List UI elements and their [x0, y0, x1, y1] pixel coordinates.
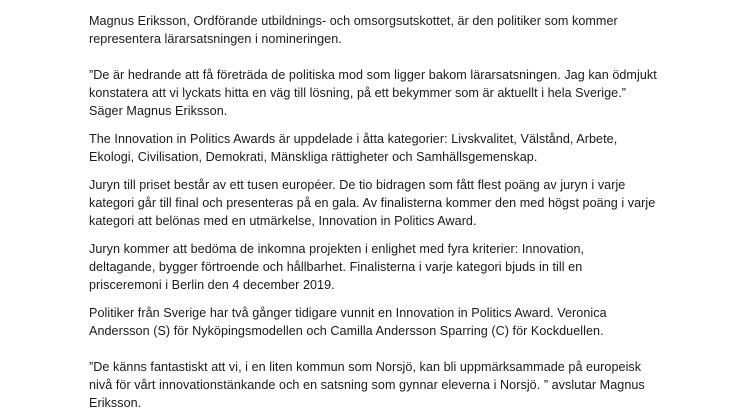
paragraph-quote-eriksson — [89, 66, 689, 120]
paragraph-criteria — [89, 240, 689, 294]
paragraph-jury — [89, 176, 689, 230]
text-line: ”De känns fantastiskt att vi, i en liten kommun som Norsjö, kan bli uppmärksammade på europeisk — [89, 360, 642, 374]
paragraph-quote-closing — [89, 358, 689, 412]
text-line: Eriksson. — [89, 396, 142, 410]
paragraph-categories — [89, 130, 689, 166]
text-line: Magnus Eriksson, Ordförande utbildnings- och omsorgsutskottet, är den politiker som kommer — [89, 14, 618, 28]
text-line: konstatera att vi lyckats hitta en väg till lösning, på ett bekymmer som är aktuellt i hela Sverige.” — [89, 86, 627, 100]
text-line: Politiker från Sverige har två gånger tidigare vunnit en Innovation in Politics Award. Veronica — [89, 306, 607, 320]
text-line: The Innovation in Politics Awards är uppdelade i åtta kategorier: Livskvalitet, Välstånd, Arbete, — [89, 132, 618, 146]
text-line: kategori går till final och presenteras på en gala. Av finalisterna kommer den med högst poäng i varje — [89, 196, 656, 210]
text-line: Juryn till priset består av ett tusen européer. De tio bidragen som fått flest poäng av juryn i varje — [89, 178, 626, 192]
text-line: kategori att belönas med en utmärkelse, Innovation in Politics Award. — [89, 214, 477, 228]
paragraph-intro — [89, 12, 689, 48]
text-line: nivå för vårt innovationstänkande och en satsning som gynnar eleverna i Norsjö. ” avslutar Magnus — [89, 378, 645, 392]
text-line: representera lärarsatsningen i nomineringen. — [89, 32, 342, 46]
text-line: deltagande, bygger förtroende och hållbarhet. Finalisterna i varje kategori bjuds in till en — [89, 260, 583, 274]
text-line: ”De är hedrande att få företräda de politiska mod som ligger bakom lärarsatsningen. Jag kan ödmjukt — [89, 68, 657, 82]
text-line: Ekologi, Civilisation, Demokrati, Mänskliga rättigheter och Samhällsgemenskap. — [89, 150, 538, 164]
text-line: Säger Magnus Eriksson. — [89, 104, 228, 118]
text-line: Andersson (S) för Nyköpingsmodellen och Camilla Andersson Sparring (C) för Kockduellen. — [89, 324, 604, 338]
text-line: Juryn kommer att bedöma de inkomna projekten i enlighet med fyra kriterier: Innovation, — [89, 242, 585, 256]
paragraph-previous-winners — [89, 304, 689, 340]
text-line: prisceremoni i Berlin den 4 december 2019. — [89, 278, 335, 292]
